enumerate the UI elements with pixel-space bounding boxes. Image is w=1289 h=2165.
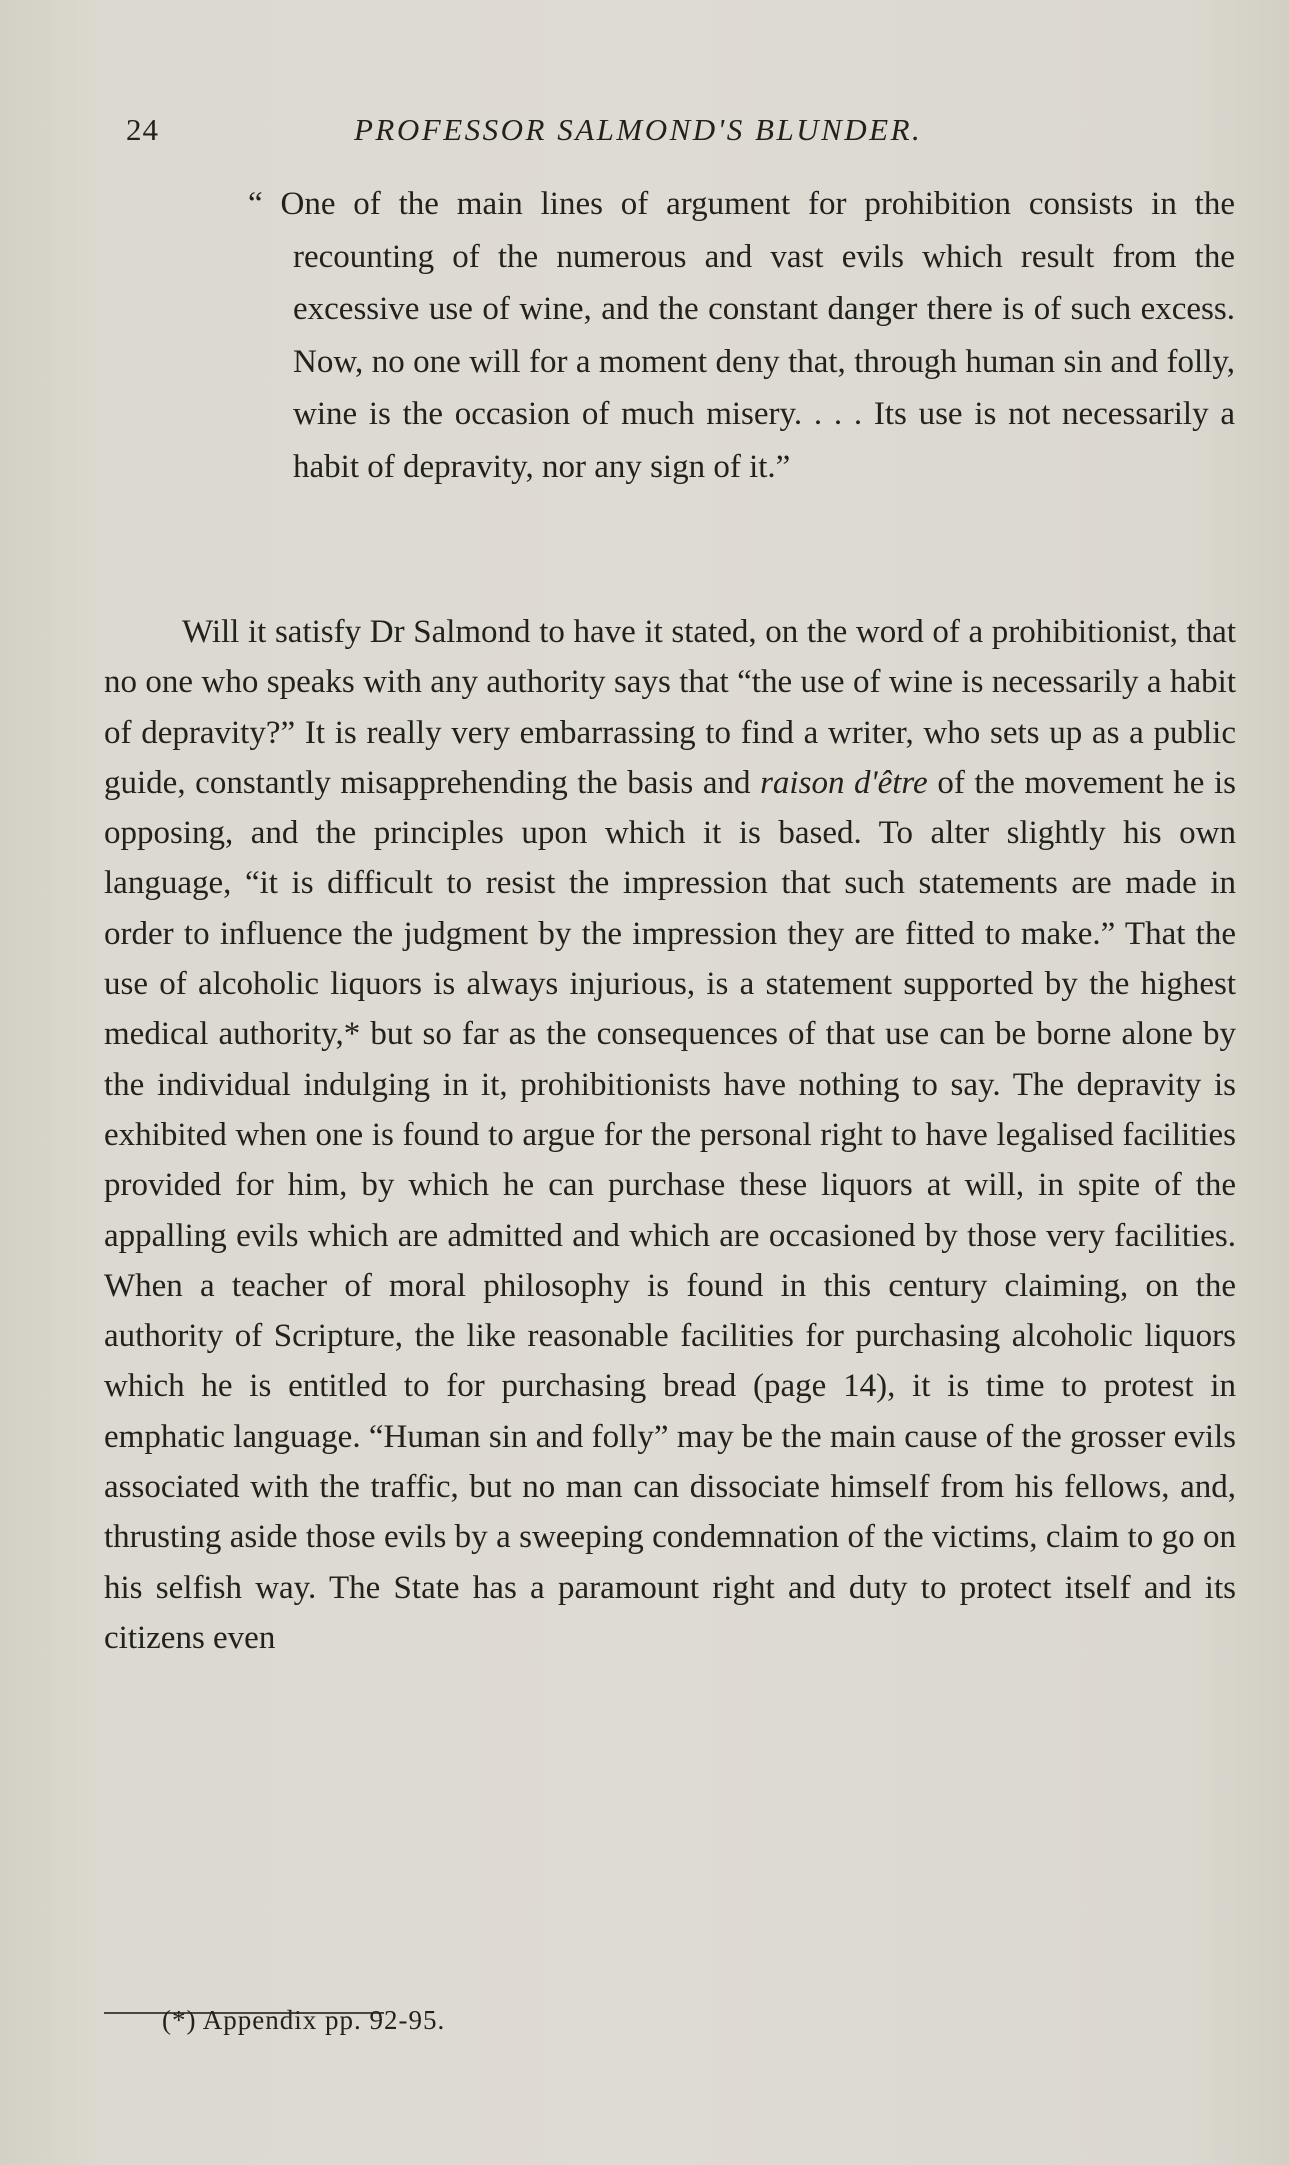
block-quote: “ One of the main lines of argument for prohibition consists in the recounting of the numerous and vast evils which result from the excessive use of wine, and the constant danger there is of such excess. Now, no one will for a moment deny that, through human sin and folly, wine is the occasion of much misery. . . . Its use is not necessarily a habit of depravity, nor any sign of it.”	[248, 186, 1235, 485]
page-number: 24	[126, 112, 159, 147]
body-text-part-2: of the movement he is opposing, and the principles upon which it is based. To alter slightly his own language, “it is difficult to resist the impression that such statements are made in order to influence the judgment by the impression they are fitted to make.” That the use of alcoholic liquors is always injurious, is a statement supported by the highest medical authority,* but so far as the consequences of that use can be borne alone by the individual indulging in it, prohibitionists have nothing to say. The depravity is exhibited when one is found to argue for the personal right to have legalised facilities provided for him, by which he can purchase these liquors at will, in spite of the appalling evils which are admitted and which are occasioned by those very facilities. When a teacher of moral philosophy is found in this century claiming, on the authority of Scripture, the like reasonable facilities for purchasing alcoholic liquors which he is entitled to for purchasing bread (page 14), it is time to protest in emphatic language. “Human sin and folly” may be the main cause of the grosser evils associated with the traffic, but no man can dissociate himself from his fellows, and, thrusting aside those evils by a sweeping condemnation of the victims, claim to go on his selfish way. The State has a paramount right and duty to protect itself and its citizens even	[104, 764, 1237, 1656]
footnote: (*) Appendix pp. 92-95.	[162, 2005, 446, 2035]
running-head	[126, 112, 996, 162]
italic-phrase: raison d'être	[760, 764, 928, 801]
body-text-part-1: Will it satisfy Dr Salmond to have it stated, on the word of a prohibitionist, that no one who speaks with any authority says that “the use of wine is necessarily a habit of depravity?” It is really very embarrassing to find a writer, who sets up as a public guide, constantly misapprehending the basis and	[104, 614, 1236, 801]
body-paragraph	[104, 607, 1236, 1663]
running-head-title: PROFESSOR SALMOND'S BLUNDER.	[354, 112, 923, 147]
